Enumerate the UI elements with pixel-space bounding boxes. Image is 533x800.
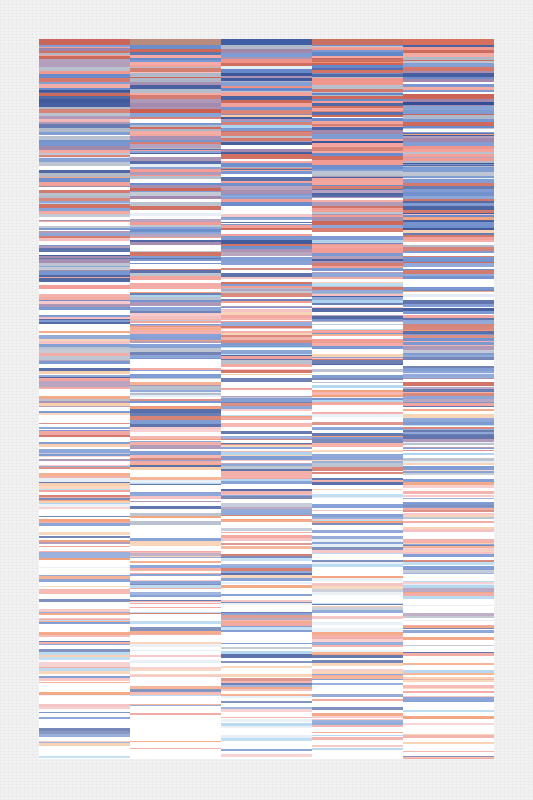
stripe: [221, 651, 312, 654]
stripe: [221, 709, 312, 712]
stripe: [312, 745, 403, 747]
striped-artwork: [39, 39, 494, 759]
stripe: [312, 308, 403, 312]
stripe: [130, 699, 221, 700]
stripe: [403, 311, 494, 314]
stripe: [312, 243, 403, 244]
stripe: [403, 758, 494, 759]
stripe: [221, 199, 312, 202]
stripe: [403, 712, 494, 716]
stripe: [403, 99, 494, 102]
stripe: [221, 641, 312, 643]
stripe: [221, 515, 312, 516]
stripe-column-3: [221, 39, 312, 759]
stripe: [403, 532, 494, 535]
stripe: [221, 82, 312, 86]
stripe: [130, 107, 221, 109]
stripe: [312, 322, 403, 323]
stripe-column-4: [312, 39, 403, 759]
stripe-column-2: [130, 39, 221, 759]
stripe: [312, 605, 403, 606]
stripe: [403, 378, 494, 379]
stripe: [39, 635, 130, 637]
stripe: [403, 551, 494, 552]
stripe: [221, 757, 312, 759]
stripe: [39, 758, 130, 759]
stripe: [130, 757, 221, 759]
stripe: [39, 501, 130, 503]
stripe: [130, 499, 221, 501]
stripe: [312, 758, 403, 759]
stripe: [130, 467, 221, 470]
stripe-column-5: [403, 39, 494, 759]
stripe: [39, 399, 130, 401]
stripe: [403, 693, 494, 696]
stripe: [312, 397, 403, 398]
stripe-column-1: [39, 39, 130, 759]
stripe: [403, 616, 494, 618]
